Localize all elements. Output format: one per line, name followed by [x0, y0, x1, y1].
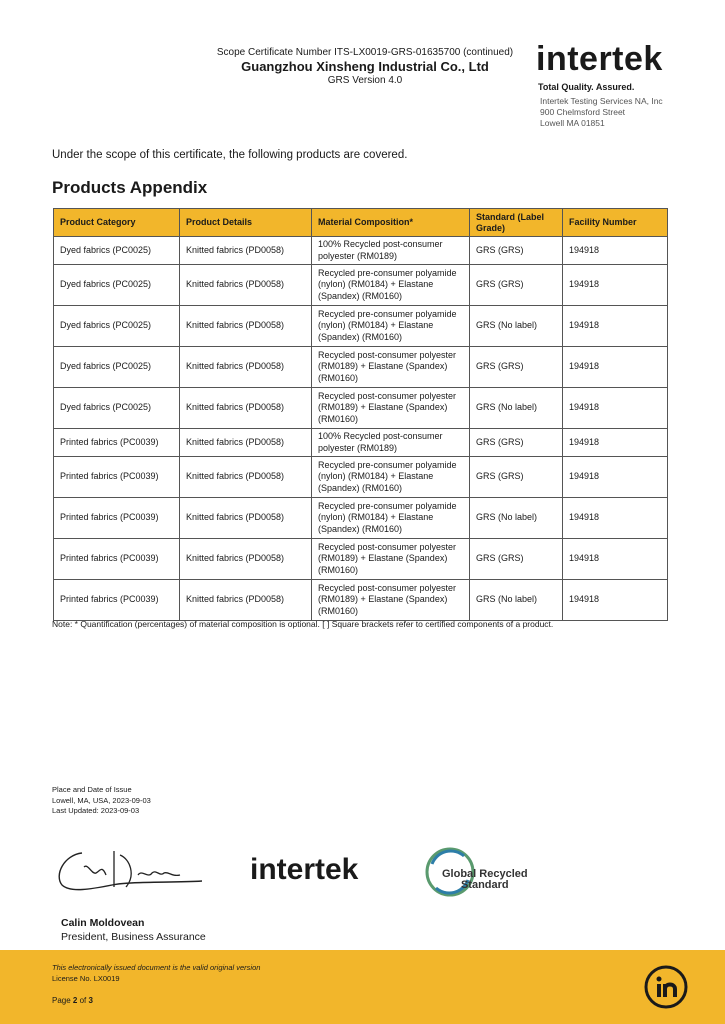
issue-label: Place and Date of Issue: [52, 785, 132, 794]
address-line: 900 Chelmsford Street: [540, 107, 626, 117]
table-cell: Knitted fabrics (PD0058): [180, 580, 312, 621]
page-current: 2: [72, 996, 78, 1005]
table-cell: Recycled pre-consumer polyamide (nylon) (RM0184) + Elastane (Spandex) (RM0160): [312, 265, 470, 306]
table-cell: Dyed fabrics (PC0025): [54, 237, 180, 265]
issue-place-date: Lowell, MA, USA, 2023-09-03: [52, 795, 151, 805]
table-cell: 194918: [563, 429, 668, 457]
table-cell: Printed fabrics (PC0039): [54, 429, 180, 457]
table-cell: Knitted fabrics (PD0058): [180, 457, 312, 498]
table-cell: 100% Recycled post-consumer polyester (RM0189): [312, 237, 470, 265]
table-cell: Dyed fabrics (PC0025): [54, 388, 180, 429]
column-header: Product Category: [54, 209, 180, 237]
table-cell: Recycled post-consumer polyester (RM0189) + Elastane (Spandex) (RM0160): [312, 539, 470, 580]
table-cell: 194918: [563, 498, 668, 539]
scope-line: Scope Certificate Number ITS-LX0019-GRS-01635700 (continued): [216, 47, 514, 58]
table-header-row: [54, 209, 668, 237]
table-row: [54, 347, 668, 388]
tagline: Total Quality. Assured.: [538, 82, 635, 92]
issuer-address: [540, 96, 663, 129]
table-cell: Printed fabrics (PC0039): [54, 539, 180, 580]
certificate-header: [160, 46, 570, 87]
signature-image: [52, 845, 212, 897]
table-cell: GRS (GRS): [470, 539, 563, 580]
address-line: Intertek Testing Services NA, Inc: [540, 96, 663, 106]
table-cell: Recycled pre-consumer polyamide (nylon) (RM0184) + Elastane (Spandex) (RM0160): [312, 498, 470, 539]
table-cell: Knitted fabrics (PD0058): [180, 539, 312, 580]
table-cell: GRS (GRS): [470, 265, 563, 306]
table-cell: 194918: [563, 237, 668, 265]
grs-logo-text: [442, 869, 528, 891]
footer: [0, 950, 725, 1024]
table-cell: 194918: [563, 265, 668, 306]
table-cell: 194918: [563, 388, 668, 429]
table-cell: Printed fabrics (PC0039): [54, 457, 180, 498]
table-cell: 194918: [563, 347, 668, 388]
table-cell: 194918: [563, 457, 668, 498]
table-cell: Dyed fabrics (PC0025): [54, 306, 180, 347]
table-cell: 194918: [563, 539, 668, 580]
last-updated: Last Updated: 2023-09-03: [52, 806, 140, 815]
table-cell: Dyed fabrics (PC0025): [54, 347, 180, 388]
table-row: [54, 429, 668, 457]
table-cell: 194918: [563, 580, 668, 621]
table-cell: Knitted fabrics (PD0058): [180, 347, 312, 388]
table-cell: Recycled pre-consumer polyamide (nylon) (RM0184) + Elastane (Spandex) (RM0160): [312, 306, 470, 347]
table-cell: Recycled pre-consumer polyamide (nylon) (RM0184) + Elastane (Spandex) (RM0160): [312, 457, 470, 498]
table-cell: Recycled post-consumer polyester (RM0189) + Elastane (Spandex) (RM0160): [312, 580, 470, 621]
table-cell: 100% Recycled post-consumer polyester (RM0189): [312, 429, 470, 457]
intertek-in-icon: [643, 964, 689, 1010]
table-cell: Recycled post-consumer polyester (RM0189) + Elastane (Spandex) (RM0160): [312, 347, 470, 388]
table-cell: Knitted fabrics (PD0058): [180, 498, 312, 539]
company-name: Guangzhou Xinsheng Industrial Co., Ltd: [241, 59, 489, 74]
standard-version: GRS Version 4.0: [327, 75, 403, 86]
issue-info: [52, 785, 151, 817]
license-number: License No. LX0019: [52, 973, 120, 983]
table-row: [54, 306, 668, 347]
products-table: [53, 208, 668, 621]
table-cell: Recycled post-consumer polyester (RM0189) + Elastane (Spandex) (RM0160): [312, 388, 470, 429]
table-row: [54, 265, 668, 306]
table-cell: Printed fabrics (PC0039): [54, 580, 180, 621]
page-prefix: Page: [52, 996, 71, 1005]
signer-name: Calin Moldovean: [61, 917, 145, 929]
page-of: of: [79, 996, 87, 1005]
table-cell: 194918: [563, 306, 668, 347]
table-cell: Dyed fabrics (PC0025): [54, 265, 180, 306]
column-header: Facility Number: [563, 209, 668, 237]
table-cell: GRS (No label): [470, 580, 563, 621]
table-cell: GRS (No label): [470, 498, 563, 539]
table-cell: Knitted fabrics (PD0058): [180, 388, 312, 429]
table-cell: GRS (GRS): [470, 237, 563, 265]
validity-text: This electronically issued document is the valid original version: [52, 963, 261, 972]
intro-text: Under the scope of this certificate, the following products are covered.: [52, 149, 408, 161]
address-line: Lowell MA 01851: [540, 118, 605, 128]
signer-title: President, Business Assurance: [61, 931, 206, 943]
table-row: [54, 539, 668, 580]
page-total: 3: [88, 996, 93, 1005]
table-row: [54, 498, 668, 539]
table-note: Note: * Quantification (percentages) of material composition is optional. [ ] Square brackets refer to certified components of a product.: [52, 619, 554, 629]
grs-line: Standard: [460, 879, 509, 891]
table-row: [54, 457, 668, 498]
table-cell: Knitted fabrics (PD0058): [180, 306, 312, 347]
table-cell: Knitted fabrics (PD0058): [180, 429, 312, 457]
table-row: [54, 237, 668, 265]
table-cell: Printed fabrics (PC0039): [54, 498, 180, 539]
column-header: Standard (Label Grade): [470, 209, 563, 237]
footer-text: [52, 963, 260, 984]
table-cell: Knitted fabrics (PD0058): [180, 265, 312, 306]
intertek-logo: intertek: [536, 40, 663, 78]
table-cell: GRS (GRS): [470, 457, 563, 498]
page-indicator: [52, 996, 93, 1005]
page-title: Products Appendix: [52, 178, 208, 197]
table-row: [54, 388, 668, 429]
signer-block: [61, 916, 206, 944]
table-cell: GRS (No label): [470, 306, 563, 347]
column-header: Product Details: [180, 209, 312, 237]
intertek-logo: intertek: [250, 853, 359, 886]
table-cell: GRS (GRS): [470, 429, 563, 457]
table-row: [54, 580, 668, 621]
table-cell: Knitted fabrics (PD0058): [180, 237, 312, 265]
table-cell: GRS (No label): [470, 388, 563, 429]
table-cell: GRS (GRS): [470, 347, 563, 388]
grs-line: Global Recycled: [442, 868, 528, 880]
column-header: Material Composition*: [312, 209, 470, 237]
